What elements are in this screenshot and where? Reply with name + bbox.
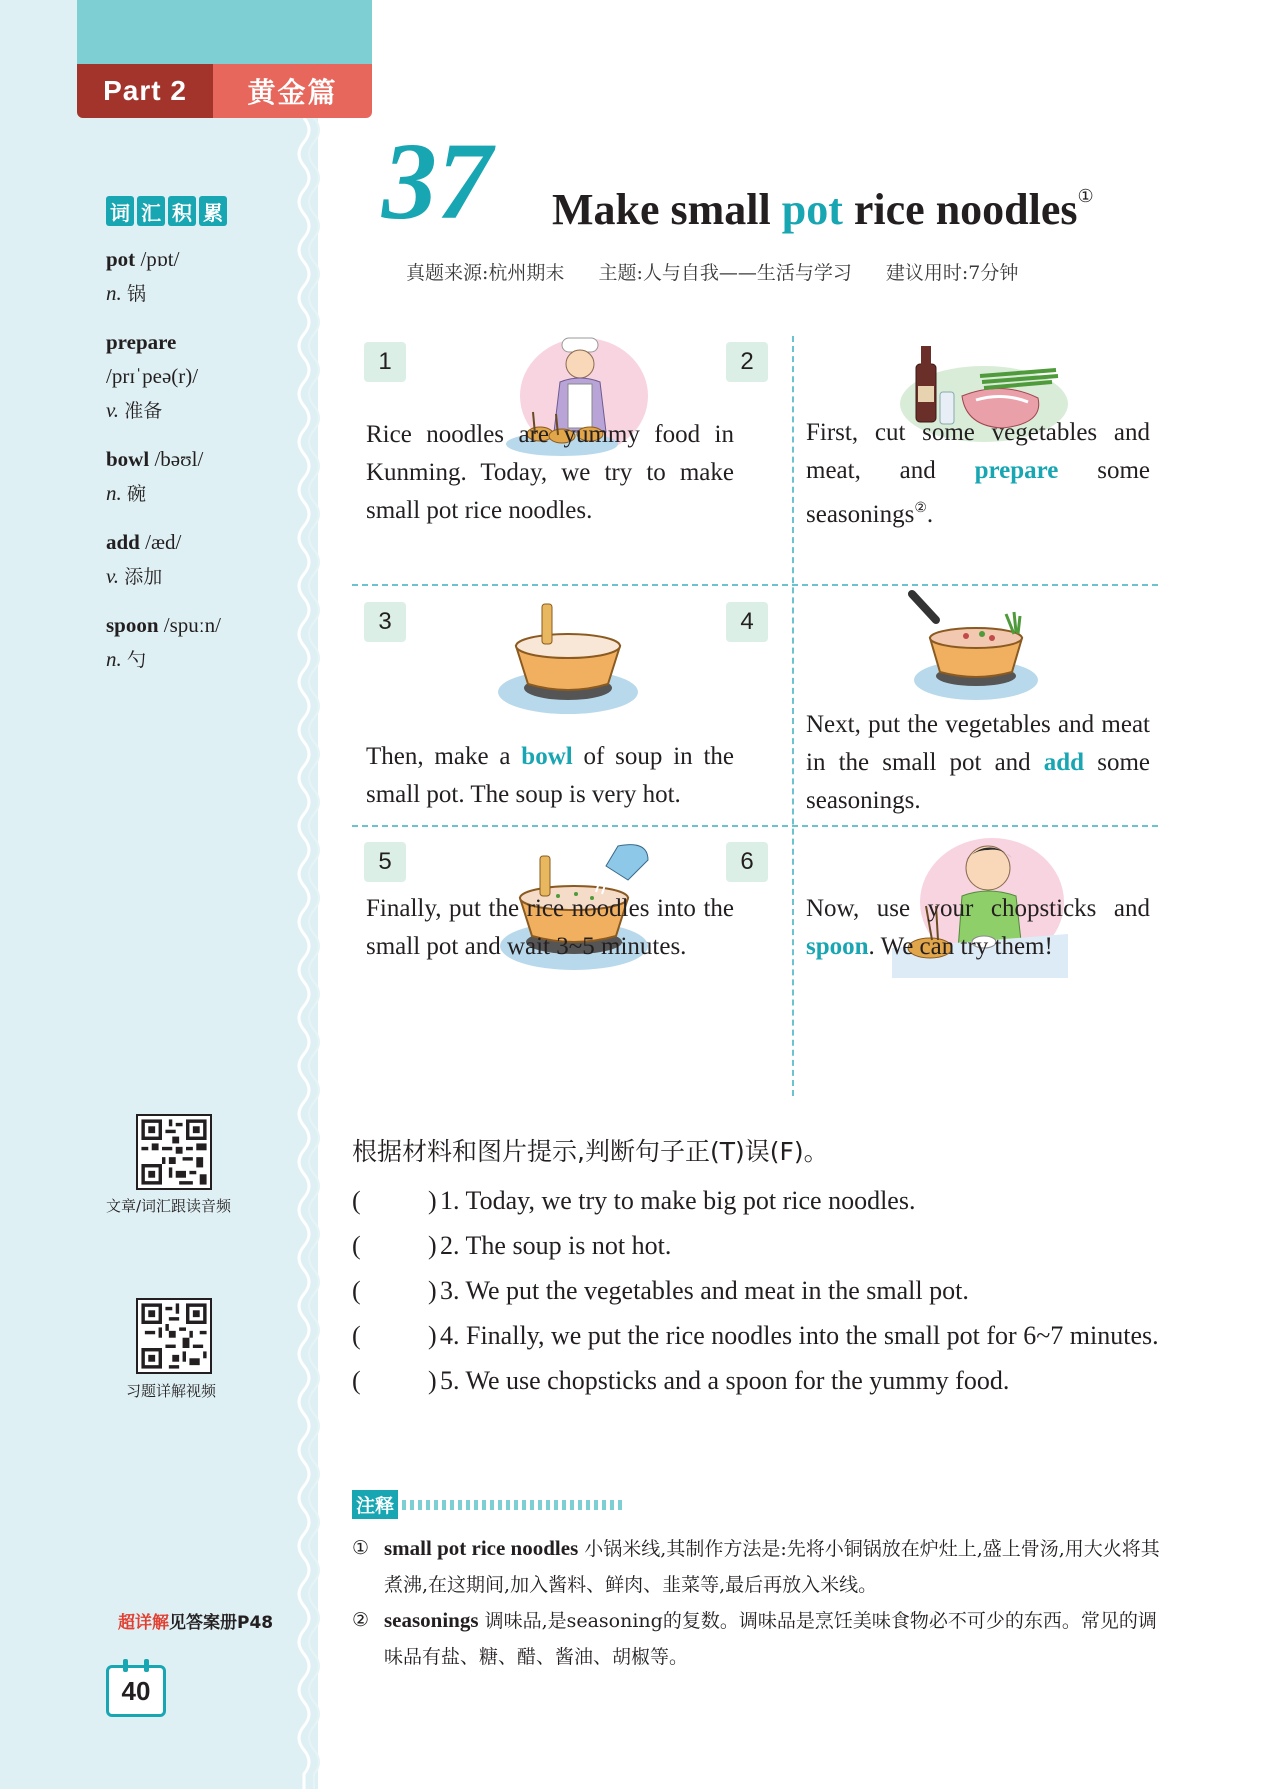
meta-time: 建议用时:7分钟 bbox=[885, 262, 1019, 284]
vocab-title-char: 词 bbox=[106, 196, 134, 226]
notes-title: 注释 bbox=[352, 1490, 398, 1519]
answer-reference-highlight: 超详解 bbox=[118, 1613, 169, 1633]
vocab-word: pot bbox=[106, 247, 136, 271]
panel-text bbox=[806, 414, 1150, 534]
vocab-phonetic: /pɒt/ bbox=[140, 247, 180, 271]
panel-text-part: . We can try them! bbox=[868, 933, 1053, 960]
part-label: Part 2 bbox=[77, 64, 213, 118]
vocab-meaning: 锅 bbox=[127, 283, 147, 305]
panel-text-part: Then, make a bbox=[366, 743, 522, 770]
panel-text bbox=[806, 890, 1150, 966]
vocab-pos: v. bbox=[106, 398, 120, 422]
panel-text bbox=[806, 706, 1150, 820]
vocab-word: spoon bbox=[106, 613, 159, 637]
grid-divider-vertical bbox=[792, 336, 794, 1096]
story-grid bbox=[352, 336, 1158, 1096]
vocab-item-spoon bbox=[106, 608, 306, 677]
vocab-pos: n. bbox=[106, 281, 122, 305]
vocab-title bbox=[106, 196, 227, 226]
note-text: 小锅米线,其制作方法是:先将小铜锅放在炉灶上,盛上骨汤,用大火将其煮沸,在这期间,加入酱料、鲜肉、韭菜等,最后再放入米线。 bbox=[384, 1538, 1160, 1596]
notes-header bbox=[352, 1490, 626, 1519]
lesson-title-highlight: pot bbox=[781, 185, 843, 234]
note-term: seasonings bbox=[384, 1608, 479, 1632]
question-text: 4. Finally, we put the rice noodles into the small pot for 6~7 minutes. bbox=[440, 1321, 1159, 1350]
grid-divider-horizontal bbox=[352, 584, 1158, 586]
panel-text-part: Next, put the vegetables and meat in the small pot and bbox=[806, 711, 1150, 776]
qr-video-caption: 习题详解视频 bbox=[126, 1382, 217, 1400]
question-text: 3. We put the vegetables and meat in the small pot. bbox=[440, 1276, 969, 1305]
footnote-marker: ② bbox=[914, 501, 927, 516]
vocab-item-prepare bbox=[106, 325, 306, 428]
lesson-title-part: rice noodles bbox=[842, 185, 1078, 234]
panel-text-part: . bbox=[926, 501, 934, 528]
vocab-pos: n. bbox=[106, 647, 122, 671]
vocab-pos: n. bbox=[106, 481, 122, 505]
vocab-phonetic: /spuːn/ bbox=[163, 613, 221, 637]
panel-text bbox=[366, 738, 734, 814]
qr-code-video[interactable] bbox=[136, 1298, 212, 1374]
part-header-band bbox=[77, 0, 372, 64]
panel-text-part: of soup in the small pot. The soup is very hot. bbox=[366, 743, 734, 808]
vocab-word: add bbox=[106, 530, 140, 554]
panel-text-part: some seasonings. bbox=[806, 749, 1150, 814]
panel-number: 3 bbox=[364, 602, 406, 642]
panel-text-part: some seasonings bbox=[806, 457, 1150, 528]
vocab-pos: v. bbox=[106, 564, 120, 588]
panel-keyword: bowl bbox=[521, 743, 573, 770]
lesson-title bbox=[552, 184, 1094, 235]
panel-keyword: prepare bbox=[974, 457, 1059, 484]
question-text: 2. The soup is not hot. bbox=[440, 1231, 672, 1260]
vocab-word: prepare bbox=[106, 330, 177, 354]
vocab-title-char: 汇 bbox=[137, 196, 165, 226]
panel-text: Rice noodles are yummy food in Kunming. Today, we try to make small pot rice noodles. bbox=[366, 421, 734, 524]
panel-number: 2 bbox=[726, 342, 768, 382]
lesson-meta bbox=[406, 258, 1046, 285]
panel-number: 4 bbox=[726, 602, 768, 642]
part-name: 黄金篇 bbox=[213, 64, 372, 118]
vocab-meaning: 碗 bbox=[127, 483, 147, 505]
seasoning-pot-illustration bbox=[902, 590, 1042, 702]
note-number: ② bbox=[352, 1609, 370, 1631]
note-item bbox=[352, 1602, 1164, 1675]
vocab-meaning: 准备 bbox=[124, 400, 163, 422]
panel-keyword: spoon bbox=[806, 933, 869, 960]
question-item[interactable]: ( ) 3. We put the vegetables and meat in the small pot. bbox=[352, 1268, 1172, 1313]
question-item[interactable]: ( ) 4. Finally, we put the rice noodles into the small pot for 6~7 minutes. bbox=[352, 1313, 1172, 1358]
answer-reference bbox=[118, 1608, 273, 1633]
vocab-meaning: 勺 bbox=[127, 649, 147, 671]
panel-number: 5 bbox=[364, 842, 406, 882]
footnote-marker: ① bbox=[1077, 186, 1094, 206]
panel-number: 1 bbox=[364, 342, 406, 382]
vocab-item-pot bbox=[106, 242, 306, 311]
question-text: 5. We use chopsticks and a spoon for the yummy food. bbox=[440, 1366, 1010, 1395]
question-text: 1. Today, we try to make big pot rice noodles. bbox=[440, 1186, 916, 1215]
question-instruction: 根据材料和图片提示,判断句子正(T)误(F)。 bbox=[352, 1137, 829, 1166]
panel-keyword: add bbox=[1043, 749, 1085, 776]
vocab-phonetic: /prɪˈpeə(r)/ bbox=[106, 364, 199, 388]
panel-text-part: First, cut some vegetables and meat, and bbox=[806, 419, 1150, 484]
answer-reference-text: 见答案册P48 bbox=[169, 1613, 274, 1633]
note-item bbox=[352, 1530, 1164, 1603]
soup-pot-illustration bbox=[496, 596, 642, 716]
qr-code-audio[interactable] bbox=[136, 1114, 212, 1190]
question-item[interactable]: ( ) 1. Today, we try to make big pot rice noodles. bbox=[352, 1178, 1172, 1223]
note-text: 调味品,是seasoning的复数。调味品是烹饪美味食物必不可少的东西。常见的调味品有盐、糖、醋、酱油、胡椒等。 bbox=[384, 1610, 1157, 1668]
vocab-list bbox=[106, 242, 306, 691]
note-term: small pot rice noodles bbox=[384, 1536, 579, 1560]
question-item[interactable]: ( ) 2. The soup is not hot. bbox=[352, 1223, 1172, 1268]
vocab-meaning: 添加 bbox=[124, 566, 163, 588]
vocab-phonetic: /bəʊl/ bbox=[154, 447, 204, 471]
qr-audio-caption: 文章/词汇跟读音频 bbox=[106, 1197, 232, 1215]
vocab-item-bowl bbox=[106, 442, 306, 511]
notes-divider bbox=[402, 1500, 626, 1510]
lesson-title-part: Make small bbox=[552, 185, 782, 234]
question-list bbox=[352, 1178, 1172, 1403]
grid-divider-horizontal bbox=[352, 825, 1158, 827]
panel-text: Finally, put the rice noodles into the small pot and wait 3~5 minutes. bbox=[366, 895, 734, 960]
meta-theme: 主题:人与自我——生活与学习 bbox=[598, 262, 852, 284]
panel-number: 6 bbox=[726, 842, 768, 882]
question-item[interactable]: ( ) 5. We use chopsticks and a spoon for the yummy food. bbox=[352, 1358, 1172, 1403]
panel-text-part: Now, use your chopsticks and bbox=[806, 895, 1150, 922]
page-number: 40 bbox=[106, 1665, 166, 1717]
vocab-title-char: 积 bbox=[168, 196, 196, 226]
meta-source: 真题来源:杭州期末 bbox=[406, 262, 565, 284]
vocab-phonetic: /æd/ bbox=[145, 530, 182, 554]
part-banner bbox=[77, 64, 372, 118]
vocab-item-add bbox=[106, 525, 306, 594]
vocab-title-char: 累 bbox=[199, 196, 227, 226]
lesson-number: 37 bbox=[382, 120, 492, 242]
note-number: ① bbox=[352, 1537, 370, 1559]
vocab-word: bowl bbox=[106, 447, 150, 471]
